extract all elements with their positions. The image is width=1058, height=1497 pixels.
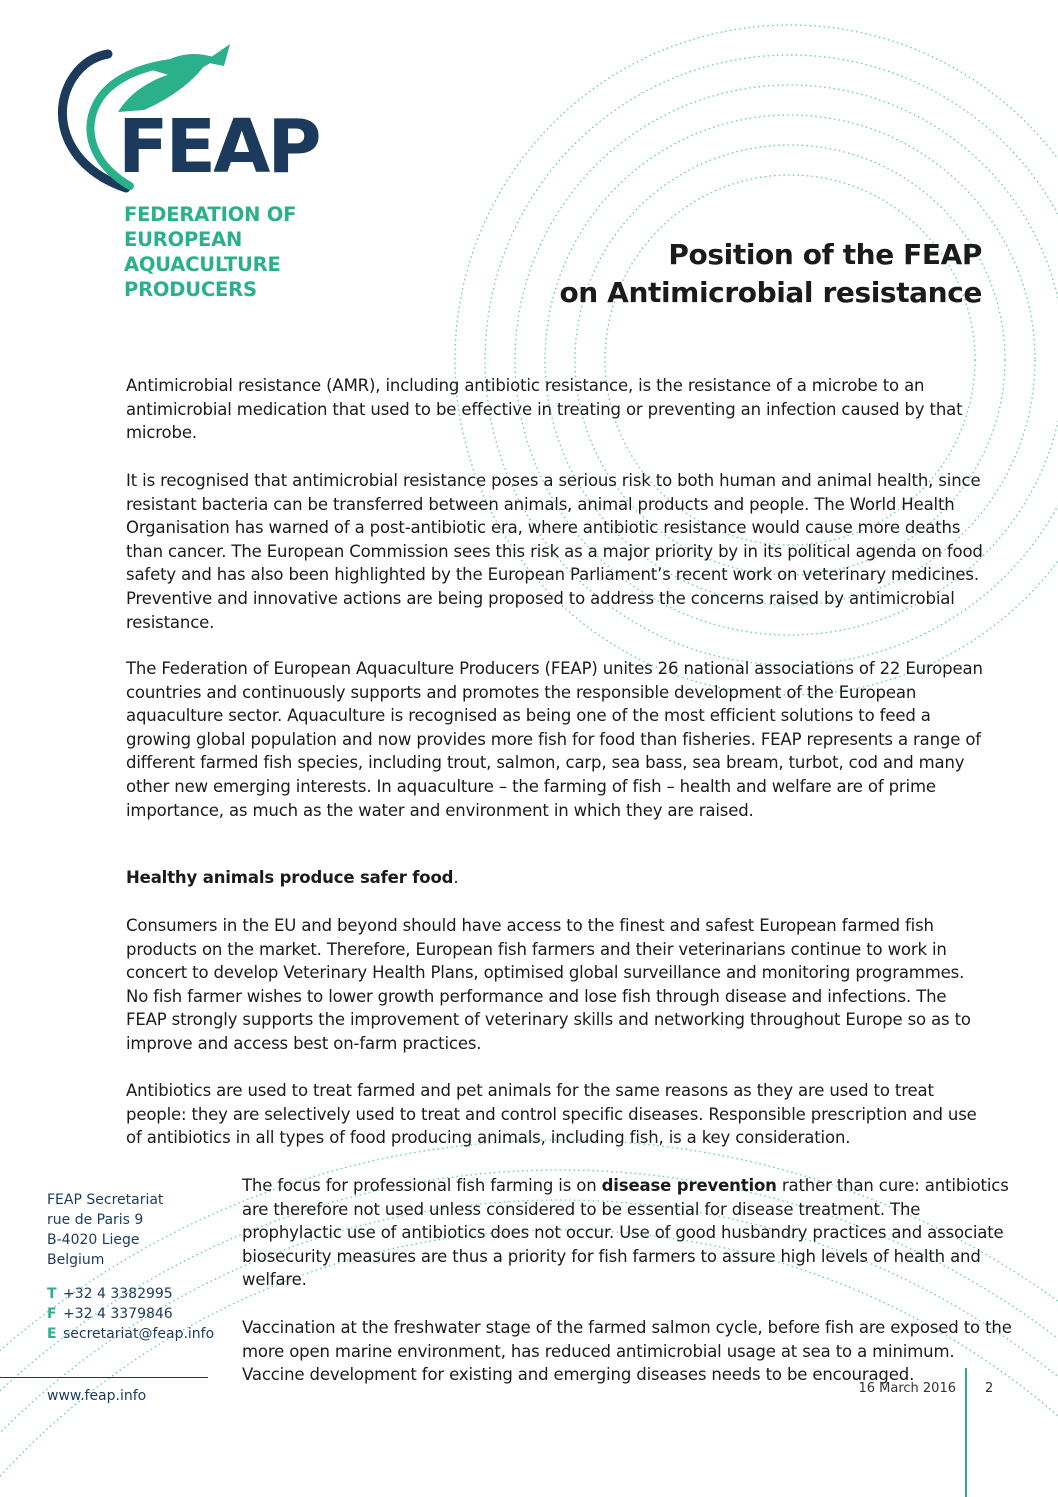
title-line: Position of the FEAP: [668, 238, 982, 271]
address-line: B-4020 Liege: [47, 1232, 140, 1248]
paragraph-feap-overview: The Federation of European Aquaculture Producers (FEAP) unites 26 national associations of 22 European countries and continuously supports and promotes the responsible development of the European aquaculture sector. Aquaculture is recognised as being one of the most efficient solutions to feed a growing global population and now provides more fish for food than fisheries. FEAP represents a range of different farmed fish species, including trout, salmon, carp, sea bass, sea bream, turbot, cod and many other new emerging interests. In aquaculture – the farming of fish – health and welfare are of prime importance, as much as the water and environment in which they are raised.: [126, 659, 983, 820]
address-line: FEAP Secretariat: [47, 1192, 164, 1208]
contact-list: [47, 1284, 237, 1344]
org-name-line: FEDERATION OF: [124, 203, 297, 226]
footer-date: 16 March 2016: [858, 1381, 956, 1396]
footer-divider: [965, 1368, 967, 1497]
org-name-line: PRODUCERS: [124, 278, 257, 301]
healthy-animals-heading: Healthy animals produce safer food: [126, 868, 454, 887]
org-name-line: EUROPEAN: [124, 228, 243, 251]
page-number: 2: [985, 1381, 994, 1396]
disease-prevention-emphasis: disease prevention: [601, 1176, 777, 1195]
contact-sidebar: [47, 1190, 237, 1344]
paragraph-disease-prevention: [242, 1174, 1012, 1292]
org-name-line: AQUACULTURE: [124, 253, 281, 276]
address-line: Belgium: [47, 1252, 105, 1268]
logo-wordmark: FEAP: [118, 104, 319, 190]
text-run: rather than cure: antibiotics are therefore not used unless considered to be essential for disease treatment. The prophylactic use of antibiotics does not occur. Use of good husbandry practices and associate biosecurity measures are thus a priority for fish farmers to assure high levels of health and welfare.: [242, 1176, 1009, 1290]
email-icon: E: [47, 1326, 57, 1342]
paragraph-amr-definition: Antimicrobial resistance (AMR), including antibiotic resistance, is the resistance of a microbe to an antimicrobial medication that used to be effective in treating or preventing an infection caused by that microbe.: [126, 376, 963, 443]
paragraph-antibiotics-use: Antibiotics are used to treat farmed and pet animals for the same reasons as they are used to treat people: they are selectively used to treat and control specific diseases. Responsible prescription and use of antibiotics in all types of food producing animals, including fish, is a key consideration.: [126, 1081, 977, 1148]
email-row: [47, 1324, 237, 1344]
address-line: rue de Paris 9: [47, 1212, 144, 1228]
paragraph-consumers: Consumers in the EU and beyond should have access to the finest and safest European farmed fish products on the market. Therefore, European fish farmers and their veterinarians continue to work in concert to develop Veterinary Health Plans, optimised global surveillance and monitoring programmes. No fish farmer wishes to lower growth performance and lose fish through disease and infections. The FEAP strongly supports the improvement of veterinary skills and networking throughout Europe so as to improve and access best on-farm practices.: [126, 916, 971, 1053]
document-title: [559, 236, 982, 312]
phone-icon: T: [47, 1286, 57, 1302]
feap-logo: [44, 36, 324, 206]
website-link[interactable]: www.feap.info: [47, 1388, 147, 1404]
phone-row: [47, 1284, 237, 1304]
organization-name: [124, 202, 296, 302]
paragraph-amr-risk: It is recognised that antimicrobial resistance poses a serious risk to both human and animal health, since resistant bacteria can be transferred between animals, animal products and people. The World Health Organisation has warned of a post-antibiotic era, where antibiotic resistance would cause more deaths than cancer. The European Commission sees this risk as a major priority by in its political agenda on food safety and has also been highlighted by the European Parliament’s recent work on veterinary medicines. Preventive and innovative actions are being proposed to address the concerns raised by antimicrobial resistance.: [126, 471, 983, 632]
heading-period: .: [453, 868, 459, 887]
fax-icon: F: [47, 1306, 57, 1322]
fax-row: [47, 1304, 237, 1324]
sidebar-divider: [0, 1377, 208, 1378]
fax-number: +32 4 3379846: [63, 1306, 173, 1322]
email-link[interactable]: secretariat@feap.info: [63, 1326, 215, 1342]
title-line: on Antimicrobial resistance: [559, 276, 982, 309]
phone-number: +32 4 3382995: [63, 1286, 173, 1302]
paragraph-vaccination: Vaccination at the freshwater stage of the farmed salmon cycle, before fish are exposed to the more open marine environment, has reduced antimicrobial usage at sea to a minimum. Vaccine development for existing and emerging diseases needs to be encouraged.: [242, 1318, 1012, 1385]
text-run: The focus for professional fish farming is on: [242, 1176, 602, 1195]
paragraph-healthy-animals: [126, 866, 986, 890]
